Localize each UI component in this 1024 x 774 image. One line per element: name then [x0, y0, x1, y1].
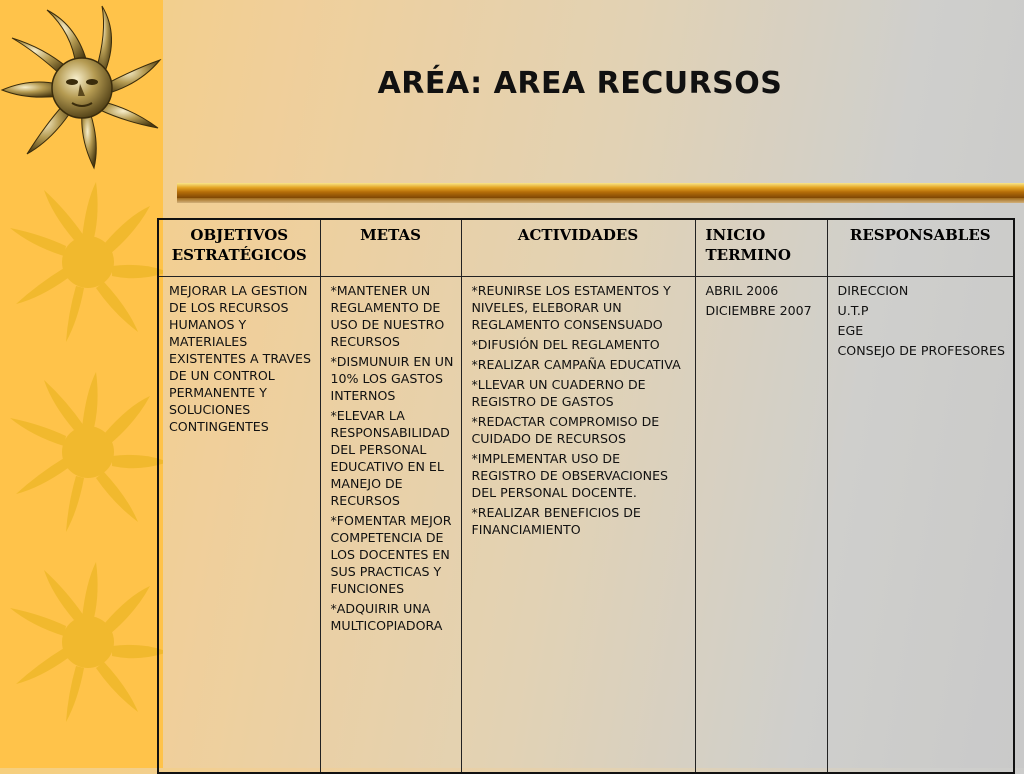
cell-item: *IMPLEMENTAR USO DE REGISTRO DE OBSERVACIONES DEL PERSONAL DOCENTE.: [471, 451, 669, 500]
cell-item: U.T.P: [837, 303, 869, 318]
header-metas: METAS: [320, 219, 461, 277]
table-row: [158, 277, 1014, 774]
cell-item: *ADQUIRIR UNA MULTICOPIADORA: [330, 601, 443, 633]
header-actividades: ACTIVIDADES: [461, 219, 695, 277]
title-divider: [177, 183, 1024, 203]
cell-item: CONSEJO DE PROFESORES: [837, 343, 1005, 358]
sun-icon: [10, 372, 163, 532]
cell-metas: [320, 277, 461, 774]
sun-decorations: [0, 0, 163, 768]
cell-item: *FOMENTAR MEJOR COMPETENCIA DE LOS DOCENTES EN SUS PRACTICAS Y FUNCIONES: [330, 513, 452, 596]
cell-item: *REALIZAR BENEFICIOS DE FINANCIAMIENTO: [471, 505, 641, 537]
strategic-plan-table: [157, 218, 1015, 774]
sun-icon: [10, 562, 163, 722]
cell-item: *REALIZAR CAMPAÑA EDUCATIVA: [471, 357, 681, 372]
header-objetivos: OBJETIVOS ESTRATÉGICOS: [158, 219, 320, 277]
cell-inicio-termino: [695, 277, 827, 774]
cell-item: DIRECCION: [837, 283, 909, 298]
cell-item: *MANTENER UN REGLAMENTO DE USO DE NUESTRO RECURSOS: [330, 283, 445, 349]
cell-actividades: [461, 277, 695, 774]
cell-item: ABRIL 2006: [705, 283, 779, 298]
cell-responsables: [827, 277, 1014, 774]
header-responsables: RESPONSABLES: [827, 219, 1014, 277]
sun-icon: [10, 182, 163, 342]
cell-objetivos: [158, 277, 320, 774]
cell-item: MEJORAR LA GESTION DE LOS RECURSOS HUMANOS Y MATERIALES EXISTENTES A TRAVES DE UN CONTROL PERMANENTE Y SOLUCIONES CONTINGENTES: [169, 283, 311, 434]
cell-item: *ELEVAR LA RESPONSABILIDAD DEL PERSONAL EDUCATIVO EN EL MANEJO DE RECURSOS: [330, 408, 450, 508]
table-header-row: [158, 219, 1014, 277]
cell-item: DICIEMBRE 2007: [705, 303, 812, 318]
header-inicio-termino: INICIO TERMINO: [695, 219, 827, 277]
sun-face-icon: [2, 6, 160, 168]
page-title: ARÉA: AREA RECURSOS: [377, 66, 783, 101]
cell-item: EGE: [837, 323, 864, 338]
cell-item: *REUNIRSE LOS ESTAMENTOS Y NIVELES, ELEBORAR UN REGLAMENTO CONSENSUADO: [471, 283, 671, 332]
cell-item: *LLEVAR UN CUADERNO DE REGISTRO DE GASTOS: [471, 377, 646, 409]
cell-item: *DIFUSIÓN DEL REGLAMENTO: [471, 337, 660, 352]
cell-item: *REDACTAR COMPROMISO DE CUIDADO DE RECURSOS: [471, 414, 660, 446]
left-decorative-strip: [0, 0, 163, 768]
cell-item: *DISMUNUIR EN UN 10% LOS GASTOS INTERNOS: [330, 354, 454, 403]
